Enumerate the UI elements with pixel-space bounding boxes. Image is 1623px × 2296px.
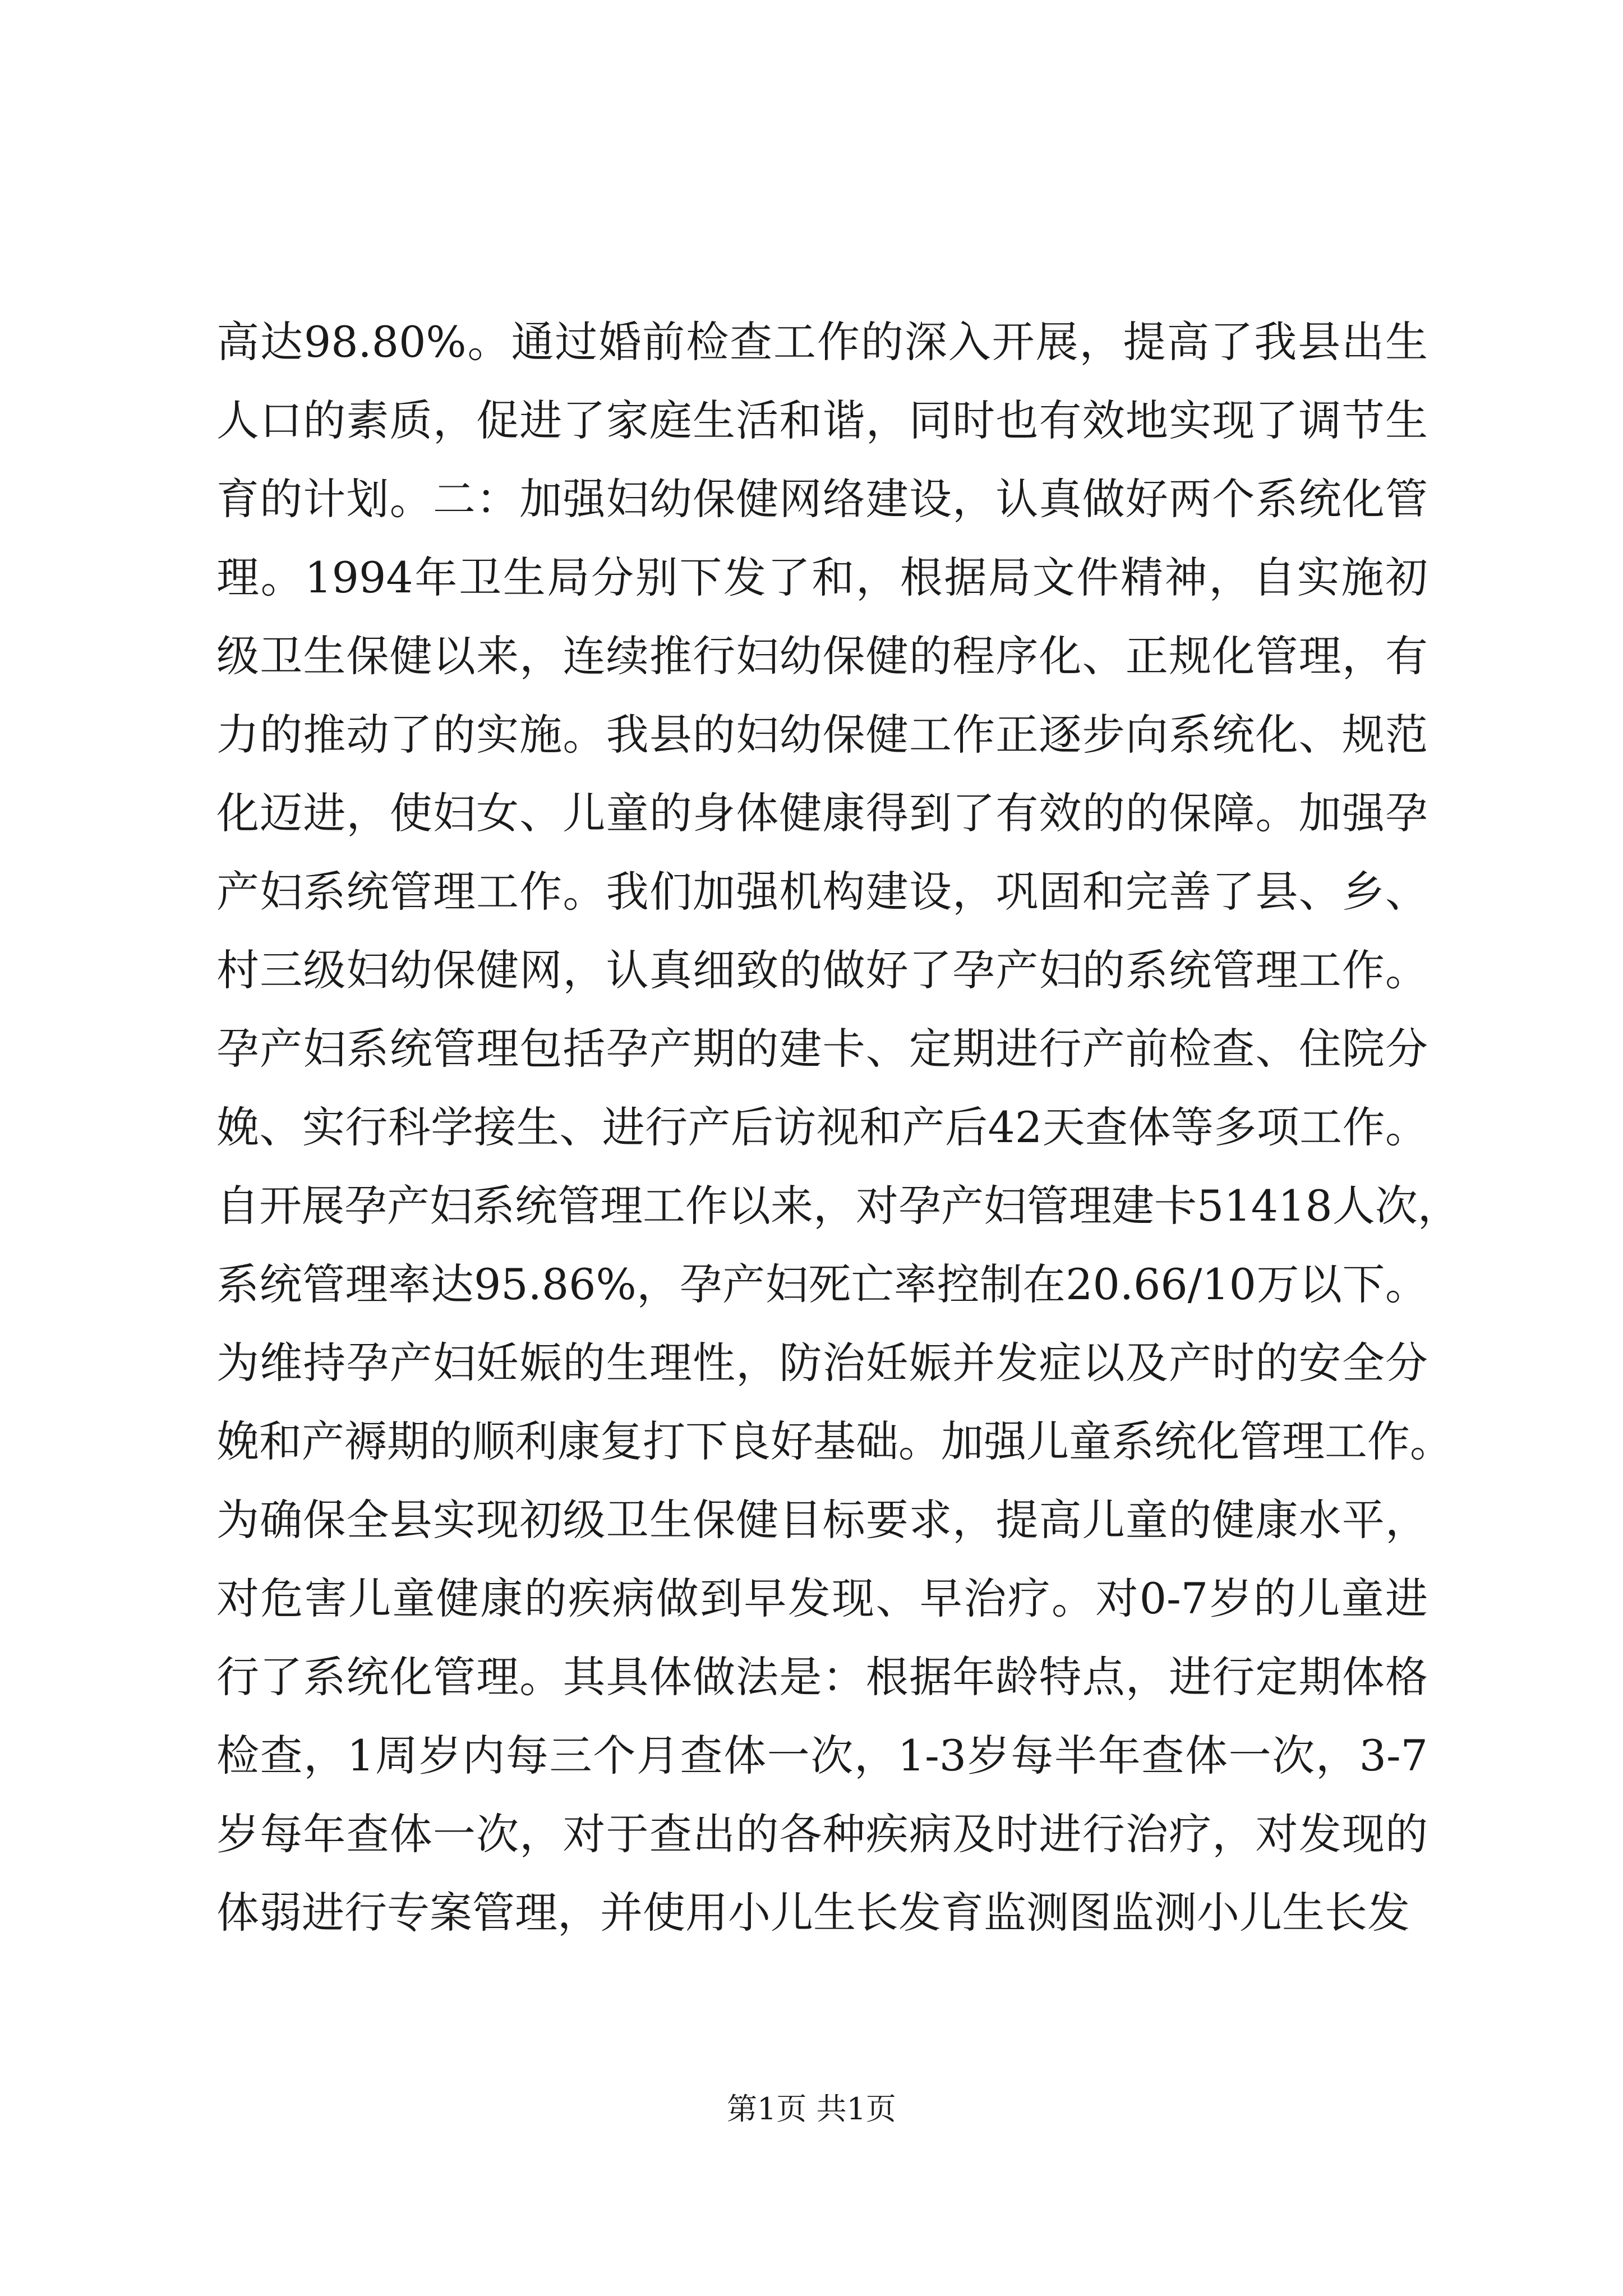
text-line: 娩和产褥期的顺利康复打下良好基础。加强儿童系统化管理工作。 — [216, 1416, 1453, 1466]
text-line: 娩、实行科学接生、进行产后访视和产后42天查体等多项工作。 — [216, 1102, 1428, 1152]
text-line: 力的推动了的实施。我县的妇幼保健工作正逐步向系统化、规范 — [216, 710, 1428, 760]
text-line: 行了系统化管理。其具体做法是：根据年龄特点，进行定期体格 — [216, 1652, 1428, 1702]
page-number: 第1页 共1页 — [727, 2091, 896, 2127]
text-line: 化迈进，使妇女、儿童的身体健康得到了有效的的保障。加强孕 — [216, 788, 1428, 838]
text-line: 村三级妇幼保健网，认真细致的做好了孕产妇的系统管理工作。 — [216, 945, 1428, 995]
text-line: 高达98.80%。通过婚前检查工作的深入开展，提高了我县出生 — [216, 317, 1428, 367]
text-line: 对危害儿童健康的疾病做到早发现、早治疗。对0-7岁的儿童进 — [216, 1573, 1428, 1623]
text-line: 岁每年查体一次，对于查出的各种疾病及时进行治疗，对发现的 — [216, 1809, 1428, 1859]
text-line: 检查，1周岁内每三个月查体一次，1-3岁每半年查体一次，3-7 — [216, 1731, 1428, 1780]
text-line: 体弱进行专案管理，并使用小儿生长发育监测图监测小儿生长发 — [216, 1888, 1410, 1938]
page-footer — [0, 2087, 1623, 2132]
text-line: 自开展孕产妇系统管理工作以来，对孕产妇管理建卡51418人次， — [216, 1181, 1460, 1231]
text-line: 为维持孕产妇妊娠的生理性，防治妊娠并发症以及产时的安全分 — [216, 1338, 1428, 1388]
text-line: 孕产妇系统管理包括孕产期的建卡、定期进行产前检查、住院分 — [216, 1024, 1428, 1074]
text-line: 级卫生保健以来，连续推行妇幼保健的程序化、正规化管理，有 — [216, 631, 1428, 681]
text-line: 人口的素质，促进了家庭生活和谐，同时也有效地实现了调节生 — [216, 395, 1428, 445]
body-text — [216, 303, 1460, 1952]
text-line: 理。1994年卫生局分别下发了和，根据局文件精神，自实施初 — [216, 553, 1428, 602]
text-line: 系统管理率达95.86%，孕产妇死亡率控制在20.66/10万以下。 — [216, 1259, 1428, 1309]
text-line: 育的计划。二：加强妇幼保健网络建设，认真做好两个系统化管 — [216, 474, 1428, 524]
text-line: 产妇系统管理工作。我们加强机构建设，巩固和完善了县、乡、 — [216, 867, 1428, 917]
text-line: 为确保全县实现初级卫生保健目标要求，提高儿童的健康水平， — [216, 1495, 1428, 1545]
